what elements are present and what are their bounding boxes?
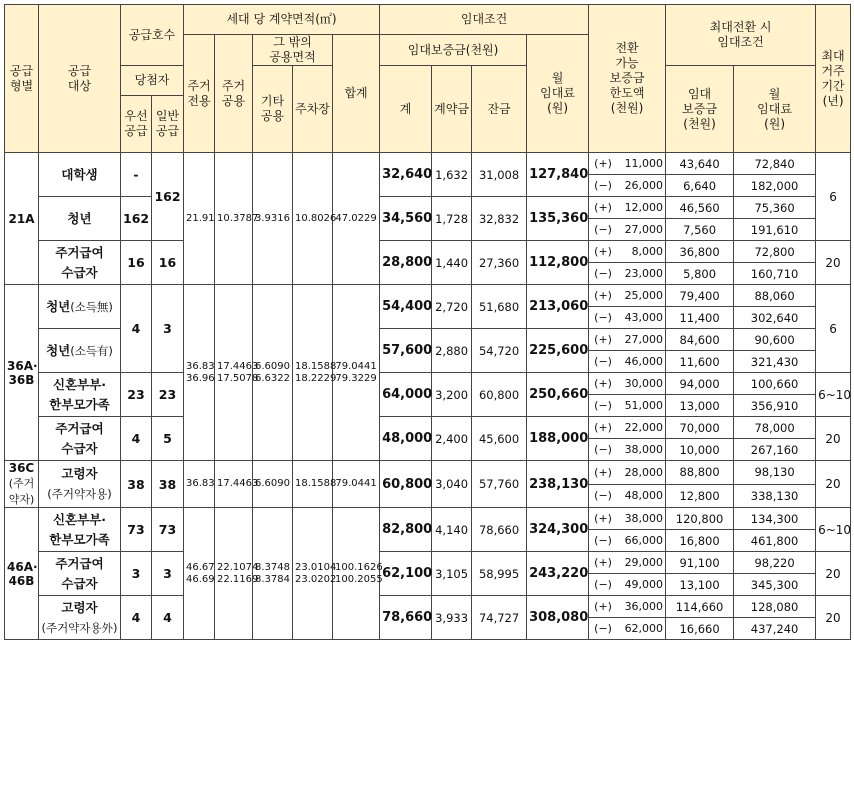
limit-value: 22,000 [624,421,664,434]
convertible-limit-plus [589,329,666,351]
sign-plus: (+) [594,556,612,569]
conv-deposit-minus: 12,800 [666,484,734,508]
area-other: 6.6090 [253,461,293,508]
max-period: 20 [816,461,851,508]
monthly-rent: 225,600 [527,329,589,373]
conv-rent-plus: 78,000 [734,417,816,439]
table-row [5,461,851,485]
area-total: 100.1626 100.2055 [333,508,380,640]
monthly-rent: 250,660 [527,373,589,417]
conv-deposit-minus: 16,800 [666,530,734,552]
header-residential-exclusive: 주거 전용 [184,35,215,153]
balance: 32,832 [472,197,527,241]
sign-plus: (+) [594,421,612,434]
table-body [5,153,851,640]
sign-minus: (−) [594,311,612,324]
header-convertible-limit: 전환 가능 보증금 한도액 (천원) [589,5,666,153]
balance: 45,600 [472,417,527,461]
conv-deposit-minus: 10,000 [666,439,734,461]
supply-target-note: (주거약자용) [47,487,112,501]
monthly-rent: 213,060 [527,285,589,329]
area-excl: 36.83 [184,461,215,508]
conv-deposit-plus: 84,600 [666,329,734,351]
deposit-total: 48,000 [380,417,432,461]
priority-count: 16 [121,241,152,285]
conv-rent-plus: 134,300 [734,508,816,530]
convertible-limit-plus [589,417,666,439]
table-header [5,5,851,153]
convertible-limit-minus [589,574,666,596]
conv-rent-plus: 98,130 [734,461,816,485]
supply-target-cell: 청년(소득無) [39,285,121,329]
limit-value: 8,000 [631,245,664,258]
supply-type-cell: 36C (주거 약자) [5,461,39,508]
supply-type-cell: 36A· 36B [5,285,39,461]
header-area-total: 합계 [333,35,380,153]
sign-minus: (−) [594,223,612,236]
header-deposit-group: 임대보증금(천원) [380,35,527,66]
priority-count: - [121,153,152,197]
conv-rent-plus: 98,220 [734,552,816,574]
conv-rent-minus: 302,640 [734,307,816,329]
contract-fee: 2,720 [432,285,472,329]
supply-target-cell: 고령자 (주거약자용外) [39,596,121,640]
table-row [5,241,851,263]
supply-type-cell: 46A· 46B [5,508,39,640]
deposit-total: 32,640 [380,153,432,197]
convertible-limit-plus [589,241,666,263]
contract-fee: 1,440 [432,241,472,285]
header-conv-rent: 월 임대료 (원) [734,66,816,153]
deposit-total: 54,400 [380,285,432,329]
convertible-limit-plus [589,153,666,175]
contract-fee: 3,200 [432,373,472,417]
max-period: 20 [816,552,851,596]
conv-rent-minus: 321,430 [734,351,816,373]
conv-deposit-plus: 91,100 [666,552,734,574]
convertible-limit-minus [589,484,666,508]
balance: 51,680 [472,285,527,329]
conv-rent-minus: 160,710 [734,263,816,285]
conv-deposit-plus: 94,000 [666,373,734,395]
sign-minus: (−) [594,355,612,368]
contract-fee: 1,728 [432,197,472,241]
sign-plus: (+) [594,377,612,390]
convertible-limit-minus [589,175,666,197]
monthly-rent: 127,840 [527,153,589,197]
table-row [5,197,851,219]
sign-minus: (−) [594,578,612,591]
contract-fee: 3,933 [432,596,472,640]
conv-rent-minus: 437,240 [734,618,816,640]
area-parking: 10.8026 [293,153,333,285]
header-other-shared-group: 그 밖의 공용면적 [253,35,333,66]
conv-rent-plus: 100,660 [734,373,816,395]
limit-value: 36,000 [624,600,664,613]
contract-fee: 3,040 [432,461,472,508]
limit-value: 38,000 [624,443,664,456]
conv-rent-plus: 72,840 [734,153,816,175]
contract-fee: 3,105 [432,552,472,596]
general-count: 73 [152,508,184,552]
area-parking: 18.1588 18.2229 [293,285,333,461]
limit-value: 26,000 [624,179,664,192]
area-total: 47.0229 [333,153,380,285]
header-winners: 당첨자 [121,66,184,96]
priority-count: 3 [121,552,152,596]
conv-rent-minus: 191,610 [734,219,816,241]
sign-minus: (−) [594,267,612,280]
convertible-limit-plus [589,596,666,618]
balance: 78,660 [472,508,527,552]
monthly-rent: 243,220 [527,552,589,596]
table-row [5,153,851,175]
convertible-limit-minus [589,307,666,329]
priority-count: 4 [121,596,152,640]
limit-value: 49,000 [624,578,664,591]
area-other: 6.6090 6.6322 [253,285,293,461]
header-lease-group: 임대조건 [380,5,589,35]
sign-plus: (+) [594,157,612,170]
area-excl: 36.83 36.96 [184,285,215,461]
header-other-shared: 기타 공용 [253,66,293,153]
header-area-group: 세대 당 계약면적(㎡) [184,5,380,35]
sign-minus: (−) [594,179,612,192]
table-row [5,417,851,439]
limit-value: 46,000 [624,355,664,368]
sign-plus: (+) [594,600,612,613]
conv-deposit-minus: 11,600 [666,351,734,373]
limit-value: 28,000 [624,465,664,479]
area-shared: 17.4463 17.5078 [215,285,253,461]
limit-value: 62,000 [624,622,664,635]
header-max-period: 최대 거주 기간 (년) [816,5,851,153]
monthly-rent: 238,130 [527,461,589,508]
deposit-total: 28,800 [380,241,432,285]
monthly-rent: 188,000 [527,417,589,461]
conv-deposit-plus: 114,660 [666,596,734,618]
balance: 27,360 [472,241,527,285]
limit-value: 25,000 [624,289,664,302]
header-deposit-total: 계 [380,66,432,153]
max-period: 20 [816,596,851,640]
convertible-limit-plus [589,285,666,307]
rental-conditions-table [4,4,851,640]
header-priority: 우선 공급 [121,96,152,153]
header-supply-target: 공급 대상 [39,5,121,153]
sign-minus: (−) [594,443,612,456]
deposit-total: 82,800 [380,508,432,552]
header-conv-deposit: 임대 보증금 (천원) [666,66,734,153]
supply-target-cell: 주거급여 수급자 [39,417,121,461]
header-residential-shared: 주거 공용 [215,35,253,153]
sign-minus: (−) [594,622,612,635]
conv-deposit-plus: 46,560 [666,197,734,219]
area-shared: 10.3787 [215,153,253,285]
convertible-limit-plus [589,197,666,219]
contract-fee: 4,140 [432,508,472,552]
convertible-limit-minus [589,351,666,373]
conv-rent-plus: 88,060 [734,285,816,307]
supply-type-note: (주거 약자) [8,477,35,506]
max-period: 20 [816,241,851,285]
conv-deposit-minus: 11,400 [666,307,734,329]
header-parking: 주차장 [293,66,333,153]
balance: 54,720 [472,329,527,373]
supply-target-cell: 고령자 (주거약자용) [39,461,121,508]
header-supply-units: 공급호수 [121,5,184,66]
limit-value: 30,000 [624,377,664,390]
conv-deposit-minus: 13,100 [666,574,734,596]
general-count: 23 [152,373,184,417]
contract-fee: 2,400 [432,417,472,461]
sign-minus: (−) [594,534,612,547]
conv-rent-plus: 128,080 [734,596,816,618]
deposit-total: 64,000 [380,373,432,417]
sign-minus: (−) [594,399,612,412]
supply-target-note: (소득有) [70,343,113,358]
contract-fee: 1,632 [432,153,472,197]
priority-count: 4 [121,285,152,373]
balance: 58,995 [472,552,527,596]
area-shared: 22.1074 22.1169 [215,508,253,640]
sign-plus: (+) [594,465,612,479]
conv-deposit-plus: 43,640 [666,153,734,175]
conv-deposit-minus: 7,560 [666,219,734,241]
max-period: 6 [816,153,851,241]
deposit-total: 62,100 [380,552,432,596]
deposit-total: 34,560 [380,197,432,241]
sign-plus: (+) [594,201,612,214]
conv-rent-minus: 461,800 [734,530,816,552]
convertible-limit-minus [589,530,666,552]
convertible-limit-minus [589,618,666,640]
area-parking: 18.1588 [293,461,333,508]
conv-rent-plus: 72,800 [734,241,816,263]
deposit-total: 60,800 [380,461,432,508]
area-parking: 23.0104 23.0202 [293,508,333,640]
priority-count: 38 [121,461,152,508]
table-row [5,596,851,618]
convertible-limit-minus [589,219,666,241]
convertible-limit-plus [589,508,666,530]
monthly-rent: 308,080 [527,596,589,640]
limit-value: 48,000 [624,489,664,503]
area-shared: 17.4463 [215,461,253,508]
header-balance: 잔금 [472,66,527,153]
header-monthly-rent: 월 임대료 (원) [527,35,589,153]
priority-count: 162 [121,197,152,241]
balance: 57,760 [472,461,527,508]
conv-rent-minus: 182,000 [734,175,816,197]
monthly-rent: 324,300 [527,508,589,552]
table-row [5,285,851,307]
limit-value: 38,000 [624,512,664,525]
supply-target-cell: 청년(소득有) [39,329,121,373]
area-excl: 21.91 [184,153,215,285]
conv-rent-plus: 90,600 [734,329,816,351]
convertible-limit-minus [589,263,666,285]
conv-deposit-plus: 79,400 [666,285,734,307]
area-total: 79.0441 [333,461,380,508]
balance: 60,800 [472,373,527,417]
conv-deposit-minus: 6,640 [666,175,734,197]
area-other: 3.9316 [253,153,293,285]
monthly-rent: 135,360 [527,197,589,241]
max-period: 20 [816,417,851,461]
priority-count: 23 [121,373,152,417]
limit-value: 51,000 [624,399,664,412]
conv-rent-minus: 338,130 [734,484,816,508]
balance: 74,727 [472,596,527,640]
conv-deposit-plus: 70,000 [666,417,734,439]
general-count: 4 [152,596,184,640]
supply-target-cell: 신혼부부· 한부모가족 [39,373,121,417]
general-count: 38 [152,461,184,508]
conv-deposit-minus: 13,000 [666,395,734,417]
supply-target-note: (소득無) [70,299,113,314]
table-row [5,552,851,574]
limit-value: 29,000 [624,556,664,569]
contract-fee: 2,880 [432,329,472,373]
sign-plus: (+) [594,245,612,258]
supply-target-cell: 신혼부부· 한부모가족 [39,508,121,552]
limit-value: 11,000 [624,157,664,170]
sign-plus: (+) [594,512,612,525]
convertible-limit-minus [589,439,666,461]
conv-deposit-plus: 88,800 [666,461,734,485]
max-period: 6 [816,285,851,373]
general-count: 5 [152,417,184,461]
limit-value: 27,000 [624,223,664,236]
conv-deposit-minus: 16,660 [666,618,734,640]
priority-count: 4 [121,417,152,461]
convertible-limit-plus [589,461,666,485]
conv-deposit-plus: 36,800 [666,241,734,263]
area-excl: 46.67 46.69 [184,508,215,640]
header-supply-type: 공급 형별 [5,5,39,153]
general-count: 3 [152,285,184,373]
limit-value: 27,000 [624,333,664,346]
header-max-conversion: 최대전환 시 임대조건 [666,5,816,66]
supply-target-cell: 청년 [39,197,121,241]
conv-rent-plus: 75,360 [734,197,816,219]
table-row [5,373,851,395]
sign-plus: (+) [594,333,612,346]
conv-deposit-minus: 5,800 [666,263,734,285]
conv-rent-minus: 267,160 [734,439,816,461]
limit-value: 12,000 [624,201,664,214]
general-count: 162 [152,153,184,241]
header-general: 일반 공급 [152,96,184,153]
general-count: 16 [152,241,184,285]
convertible-limit-plus [589,373,666,395]
conv-rent-minus: 356,910 [734,395,816,417]
supply-target-cell: 주거급여 수급자 [39,552,121,596]
general-count: 3 [152,552,184,596]
convertible-limit-plus [589,552,666,574]
sign-minus: (−) [594,489,612,503]
conv-deposit-plus: 120,800 [666,508,734,530]
limit-value: 66,000 [624,534,664,547]
priority-count: 73 [121,508,152,552]
deposit-total: 78,660 [380,596,432,640]
conv-rent-minus: 345,300 [734,574,816,596]
table-row [5,508,851,530]
area-other: 8.3748 8.3784 [253,508,293,640]
monthly-rent: 112,800 [527,241,589,285]
convertible-limit-minus [589,395,666,417]
supply-type-cell: 21A [5,153,39,285]
header-contract-fee: 계약금 [432,66,472,153]
area-total: 79.0441 79.3229 [333,285,380,461]
balance: 31,008 [472,153,527,197]
limit-value: 43,000 [624,311,664,324]
supply-target-cell: 주거급여 수급자 [39,241,121,285]
limit-value: 23,000 [624,267,664,280]
supply-target-note: (주거약자용外) [41,620,118,635]
deposit-total: 57,600 [380,329,432,373]
max-period: 6~10 [816,373,851,417]
max-period: 6~10 [816,508,851,552]
sign-plus: (+) [594,289,612,302]
supply-target-cell: 대학생 [39,153,121,197]
